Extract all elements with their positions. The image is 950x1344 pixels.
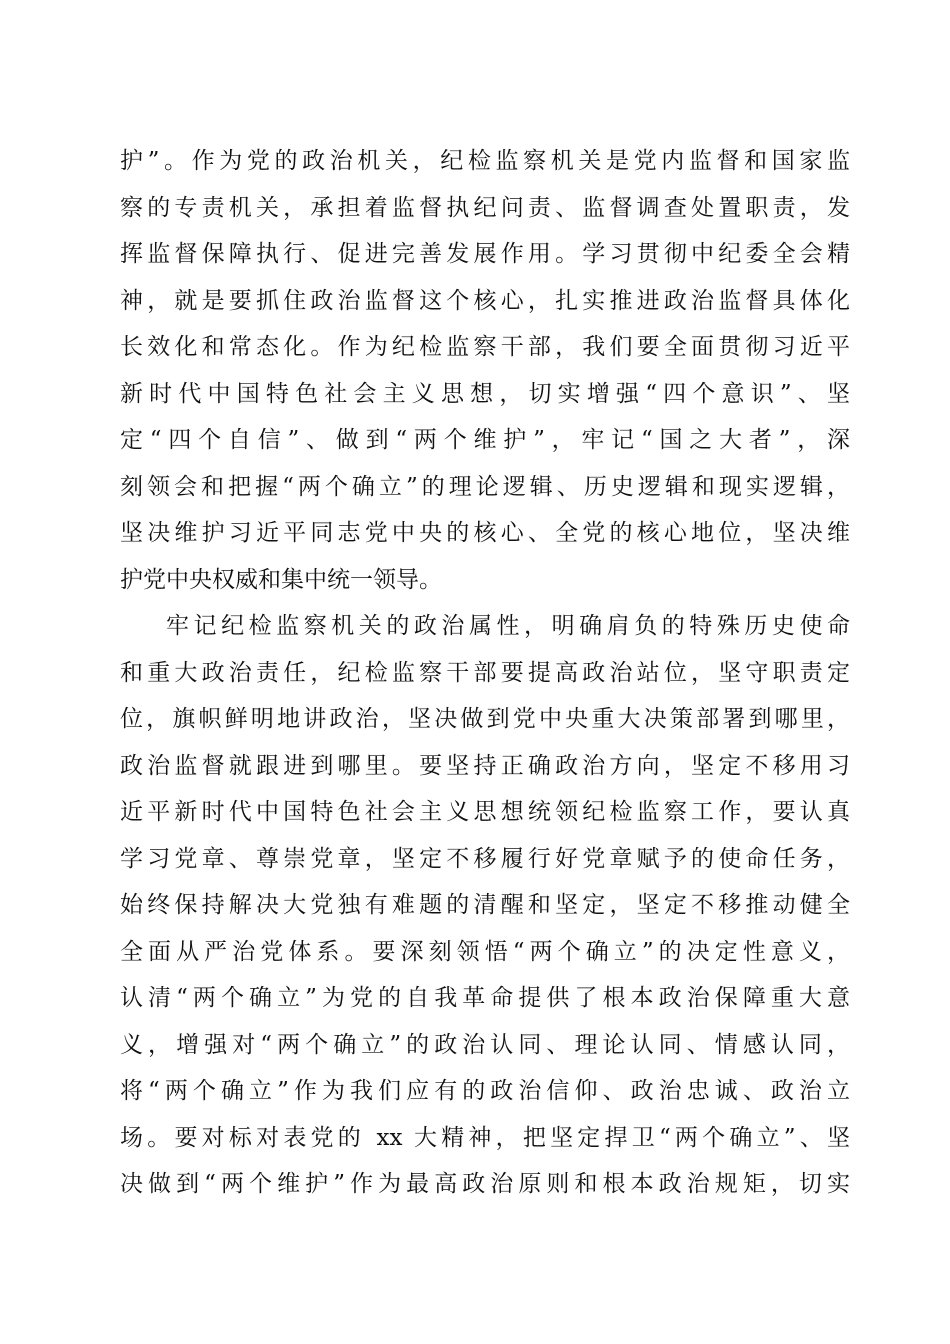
paragraph-2 [120, 603, 850, 1208]
text-line: 政治监督就跟进到哪里。要坚持正确政治方向，坚定不移用习 [120, 752, 850, 779]
text-line: 全面从严治党体系。要深刻领悟“两个确立”的决定性意义， [120, 938, 850, 965]
text-line: 察的专责机关，承担着监督执纪问责、监督调查处置职责，发 [120, 194, 850, 221]
text-line: 长效化和常态化。作为纪检监察干部，我们要全面贯彻习近平 [120, 334, 850, 360]
text-line: 和重大政治责任，纪检监察干部要提高政治站位，坚守职责定 [120, 659, 850, 686]
text-line: 决做到“两个维护”作为最高政治原则和根本政治规矩，切实 [120, 1171, 850, 1197]
text-line: 将“两个确立”作为我们应有的政治信仰、政治忠诚、政治立 [120, 1078, 850, 1104]
text-line: 始终保持解决大党独有难题的清醒和坚定，坚定不移推动健全 [120, 892, 850, 918]
text-line: 学习党章、尊崇党章，坚定不移履行好党章赋予的使命任务， [120, 845, 850, 872]
text-line: 刻领会和把握“两个确立”的理论逻辑、历史逻辑和现实逻辑， [120, 473, 850, 500]
text-line: 新时代中国特色社会主义思想，切实增强“四个意识”、坚 [120, 380, 850, 407]
text-line: 认清“两个确立”为党的自我革命提供了根本政治保障重大意 [120, 985, 850, 1011]
text-line: 场。要对标对表党的 xx 大精神，把坚定捍卫“两个确立”、坚 [120, 1124, 850, 1151]
text-line: 挥监督保障执行、促进完善发展作用。学习贯彻中纪委全会精 [120, 241, 850, 267]
text-line: 位，旗帜鲜明地讲政治，坚决做到党中央重大决策部署到哪里， [120, 706, 850, 732]
text-line: 牢记纪检监察机关的政治属性，明确肩负的特殊历史使命 [166, 613, 850, 639]
text-line: 近平新时代中国特色社会主义思想统领纪检监察工作，要认真 [120, 799, 850, 825]
text-line: 神，就是要抓住政治监督这个核心，扎实推进政治监督具体化 [120, 287, 850, 314]
text-line: 定“四个自信”、做到“两个维护”，牢记“国之大者”，深 [120, 427, 850, 453]
paragraph-1 [120, 138, 850, 603]
text-line: 坚决维护习近平同志党中央的核心、全党的核心地位，坚决维 [120, 520, 850, 546]
text-line: 护党中央权威和集中统一领导。 [120, 566, 442, 593]
text-line: 义，增强对“两个确立”的政治认同、理论认同、情感认同， [120, 1031, 850, 1058]
body-text [120, 138, 850, 1208]
text-line: 护”。作为党的政治机关，纪检监察机关是党内监督和国家监 [120, 148, 850, 174]
